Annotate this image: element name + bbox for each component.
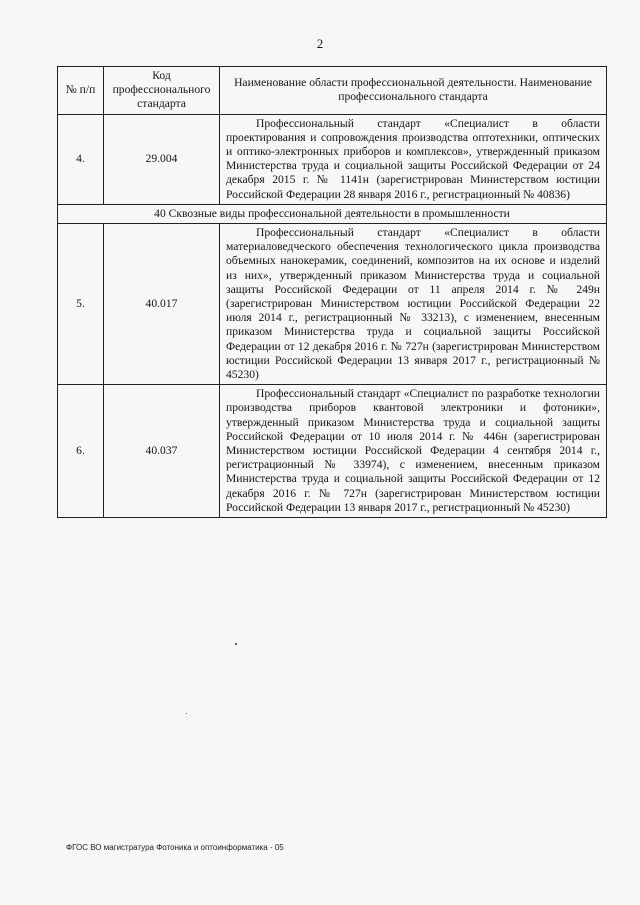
row-code: 29.004: [104, 114, 220, 204]
table-row: [58, 385, 607, 518]
document-footer: ФГОС ВО магистратура Фотоника и оптоинформатика - 05: [66, 843, 284, 852]
table-row: [58, 114, 607, 204]
page-number: 2: [316, 36, 324, 51]
scan-speck: [235, 643, 237, 645]
table-row: [58, 224, 607, 385]
scan-speck: [186, 713, 187, 714]
table-header-row: [58, 67, 607, 115]
section-title: 40 Сквозные виды профессиональной деятельности в промышленности: [58, 204, 607, 223]
row-description: Профессиональный стандарт «Специалист в области проектирования и сопровождения производства оптотехники, оптических и оптико-электронных приборов и комплексов», утвержденный приказом Министерства труда и социальной защиты Российской Федерации от 24 декабря 2015 г. № 1141н (зарегистрирован Министерством юстиции Российской Федерации 28 января 2016 г., регистрационный № 40836): [220, 114, 607, 204]
row-code: 40.017: [104, 224, 220, 385]
row-number: 6.: [58, 385, 104, 518]
professional-standards-table: [57, 66, 607, 518]
section-row: [58, 204, 607, 223]
row-number: 5.: [58, 224, 104, 385]
row-code: 40.037: [104, 385, 220, 518]
header-number: № п/п: [58, 67, 104, 115]
row-description: Профессиональный стандарт «Специалист по разработке технологии производства приборов квантовой электроники и фотоники», утвержденный приказом Министерства труда и социальной защиты Российской Федерации от 10 июля 2014 г. № 446н (зарегистрирован Министерством юстиции Российской Федерации 4 сентября 2014 г., регистрационный № 33974), с изменением, внесенным приказом Министерства труда и социальной защиты Российской Федерации от 12 декабря 2016 г. № 727н (зарегистрирован Министерством юстиции Российской Федерации 13 января 2017 г., регистрационный № 45230): [220, 385, 607, 518]
header-code: Код профессионального стандарта: [104, 67, 220, 115]
header-name: Наименование области профессиональной деятельности. Наименование профессионального стандарта: [220, 67, 607, 115]
row-description: Профессиональный стандарт «Специалист в области материаловедческого обеспечения технологического цикла производства объемных нанокерамик, соединений, композитов на их основе и изделий из них», утвержденный приказом Министерства труда и социальной защиты Российской Федерации от 11 апреля 2014 г. № 249н (зарегистрирован Министерством юстиции Российской Федерации 22 июля 2014 г., регистрационный № 33213), с изменением, внесенным приказом Министерства труда и социальной защиты Российской Федерации от 12 декабря 2016 г. № 727н (зарегистрирован Министерством юстиции Российской Федерации 13 января 2017 г., регистрационный № 45230): [220, 224, 607, 385]
row-number: 4.: [58, 114, 104, 204]
